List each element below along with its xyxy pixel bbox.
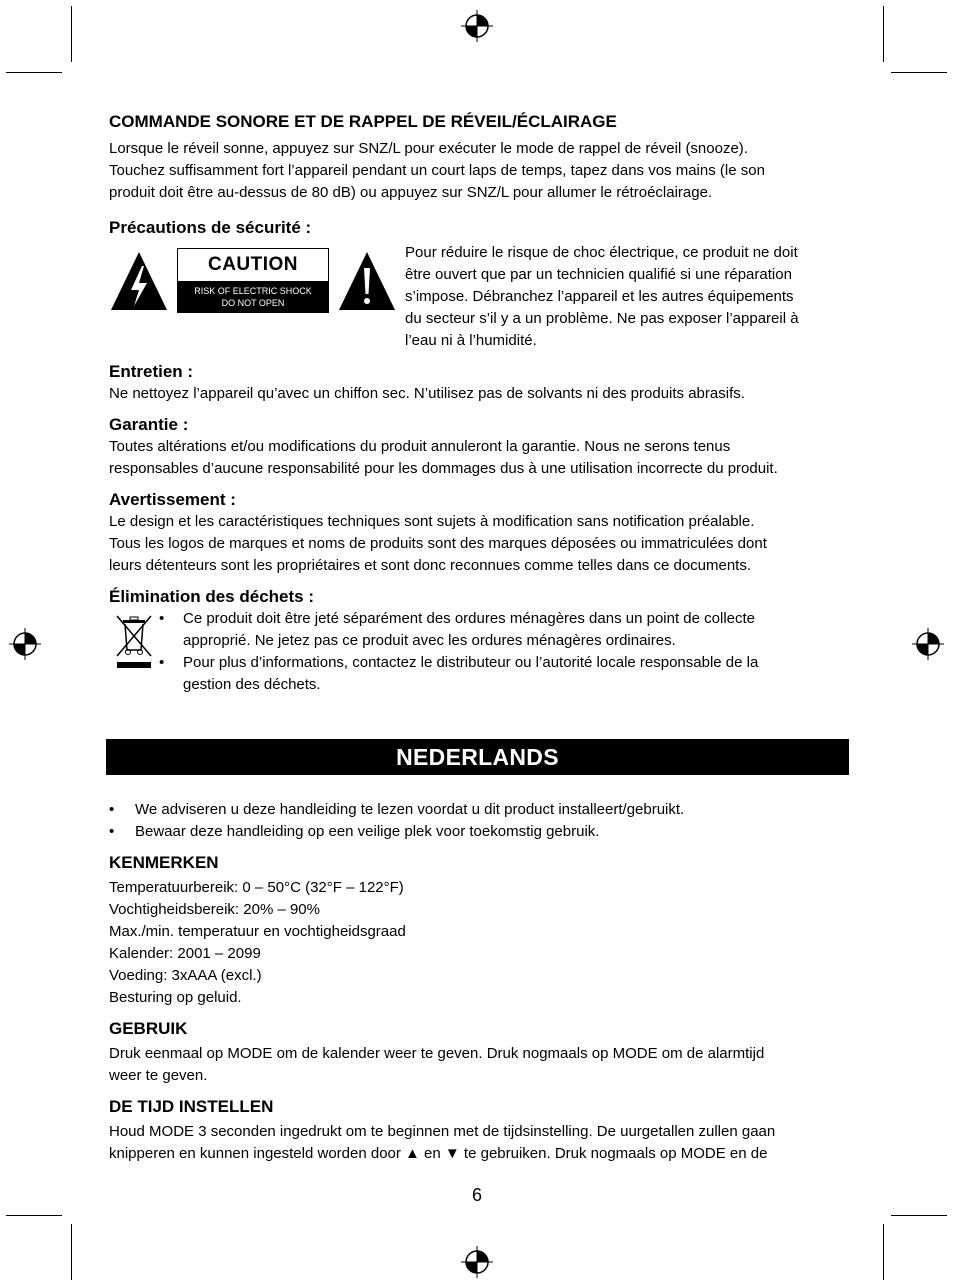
feature-line: Besturing op geluid. [109, 989, 242, 1006]
caution-graphic [109, 248, 405, 313]
list-item-line: gestion des déchets. [183, 676, 321, 693]
exclamation-warning-icon [337, 250, 397, 312]
registration-mark-icon [8, 627, 42, 661]
snooze-text-line: Touchez suffisamment fort l’appareil pendant un court laps de temps, tapez dans vos mains (le son [109, 162, 765, 179]
warranty-text-line: Toutes altérations et/ou modifications du produit annuleront la garantie. Nous ne serons tenus [109, 438, 731, 455]
page-number: 6 [471, 1185, 482, 1205]
safety-text [405, 242, 837, 352]
maintenance-section [109, 362, 849, 405]
list-item-line: Pour plus d’informations, contactez le distributeur ou l’autorité locale responsable de la [183, 654, 759, 671]
disposal-heading: Élimination des déchets : [109, 587, 314, 606]
crop-mark [6, 72, 62, 73]
feature-line: Kalender: 2001 – 2099 [109, 945, 261, 962]
crop-mark [883, 1224, 884, 1280]
safety-text-line: s’impose. Débranchez l’appareil et les autres équipements [405, 288, 794, 305]
lightning-warning-icon [109, 250, 169, 312]
crop-mark [71, 1224, 72, 1280]
warning-section [109, 490, 849, 577]
list-item [159, 608, 849, 652]
warranty-text-line: responsables d’aucune responsabilité pour les dommages dus à une utilisation incorrecte du produit. [109, 460, 778, 477]
time-text-line: Houd MODE 3 seconden ingedrukt om te beginnen met de tijdsinstelling. De uurgetallen zullen gaan [109, 1123, 776, 1140]
snooze-section [109, 112, 849, 204]
caution-sub-line: RISK OF ELECTRIC SHOCK [194, 285, 312, 296]
intro-list [109, 799, 849, 843]
crop-mark [71, 6, 72, 62]
safety-text-line: Pour réduire le risque de choc électrique, ce produit ne doit [405, 244, 798, 261]
feature-line: Max./min. temperatuur en vochtigheidsgraad [109, 923, 406, 940]
list-item: • We adviseren u deze handleiding te lezen voordat u dit product installeert/gebruikt. [109, 799, 849, 821]
french-content [109, 112, 849, 706]
registration-mark-icon [460, 9, 494, 43]
feature-line: Vochtigheidsbereik: 20% – 90% [109, 901, 320, 918]
warranty-heading: Garantie : [109, 415, 189, 434]
registration-mark-icon [460, 1245, 494, 1279]
snooze-heading: COMMANDE SONORE ET DE RAPPEL DE RÉVEIL/ÉCLAIRAGE [109, 112, 617, 131]
list-item: • Bewaar deze handleiding op een veilige plek voor toekomstig gebruik. [109, 821, 849, 843]
language-banner: NEDERLANDS [106, 739, 849, 775]
safety-row [109, 242, 849, 352]
crop-mark [891, 1215, 947, 1216]
maintenance-heading: Entretien : [109, 362, 194, 381]
time-text-line: knipperen en kunnen ingesteld worden door ▲ en ▼ te gebruiken. Druk nogmaals op MODE en de [109, 1145, 768, 1162]
registration-mark-icon [911, 627, 945, 661]
features-heading: KENMERKEN [109, 853, 219, 872]
disposal-row [109, 608, 849, 696]
feature-line: Temperatuurbereik: 0 – 50°C (32°F – 122°F) [109, 879, 404, 896]
snooze-text-line: produit doit être au-dessus de 80 dB) ou appuyez sur SNZ/L pour allumer le rétroéclairage. [109, 184, 713, 201]
usage-text-line: weer te geven. [109, 1067, 208, 1084]
warning-heading: Avertissement : [109, 490, 236, 509]
time-heading: DE TIJD INSTELLEN [109, 1097, 274, 1116]
list-item-line: Ce produit doit être jeté séparément des ordures ménagères dans un point de collecte [183, 610, 756, 627]
usage-text-line: Druk eenmaal op MODE om de kalender weer te geven. Druk nogmaals op MODE om de alarmtijd [109, 1045, 765, 1062]
safety-section [109, 218, 849, 352]
safety-heading: Précautions de sécurité : [109, 218, 312, 237]
feature-line: Voeding: 3xAAA (excl.) [109, 967, 262, 984]
caution-label-box [177, 248, 329, 313]
warning-text-line: Le design et les caractéristiques techniques sont sujets à modification sans notification préalable. [109, 513, 755, 530]
safety-text-line: l’eau ni à l’humidité. [405, 332, 537, 349]
crop-mark [6, 1215, 62, 1216]
crossed-bin-icon [109, 610, 159, 670]
crop-mark [891, 72, 947, 73]
dutch-content [109, 799, 849, 1165]
caution-sub-label [178, 281, 328, 312]
disposal-list [159, 608, 849, 696]
warning-text-line: leurs détenteurs sont les propriétaires et sont donc reconnues comme telles dans ce documents. [109, 557, 752, 574]
disposal-section [109, 587, 849, 696]
list-item-line: approprié. Ne jetez pas ce produit avec les ordures ménagères ordinaires. [183, 632, 676, 649]
warning-text-line: Tous les logos de marques et noms de produits sont des marques déposées ou immatriculées dont [109, 535, 767, 552]
maintenance-text: Ne nettoyez l’appareil qu’avec un chiffon sec. N’utilisez pas de solvants ni des produits abrasifs. [109, 385, 745, 402]
snooze-text-line: Lorsque le réveil sonne, appuyez sur SNZ/L pour exécuter le mode de rappel de réveil (snooze). [109, 140, 748, 157]
crop-mark [883, 6, 884, 62]
caution-label: CAUTION [207, 254, 299, 275]
safety-text-line: être ouvert que par un technicien qualifié si une réparation [405, 266, 792, 283]
caution-sub-line: DO NOT OPEN [221, 297, 285, 308]
safety-text-line: du secteur s’il y a un problème. Ne pas exposer l’appareil à [405, 310, 799, 327]
usage-heading: GEBRUIK [109, 1019, 188, 1038]
warranty-section [109, 415, 849, 480]
list-item [159, 652, 849, 696]
